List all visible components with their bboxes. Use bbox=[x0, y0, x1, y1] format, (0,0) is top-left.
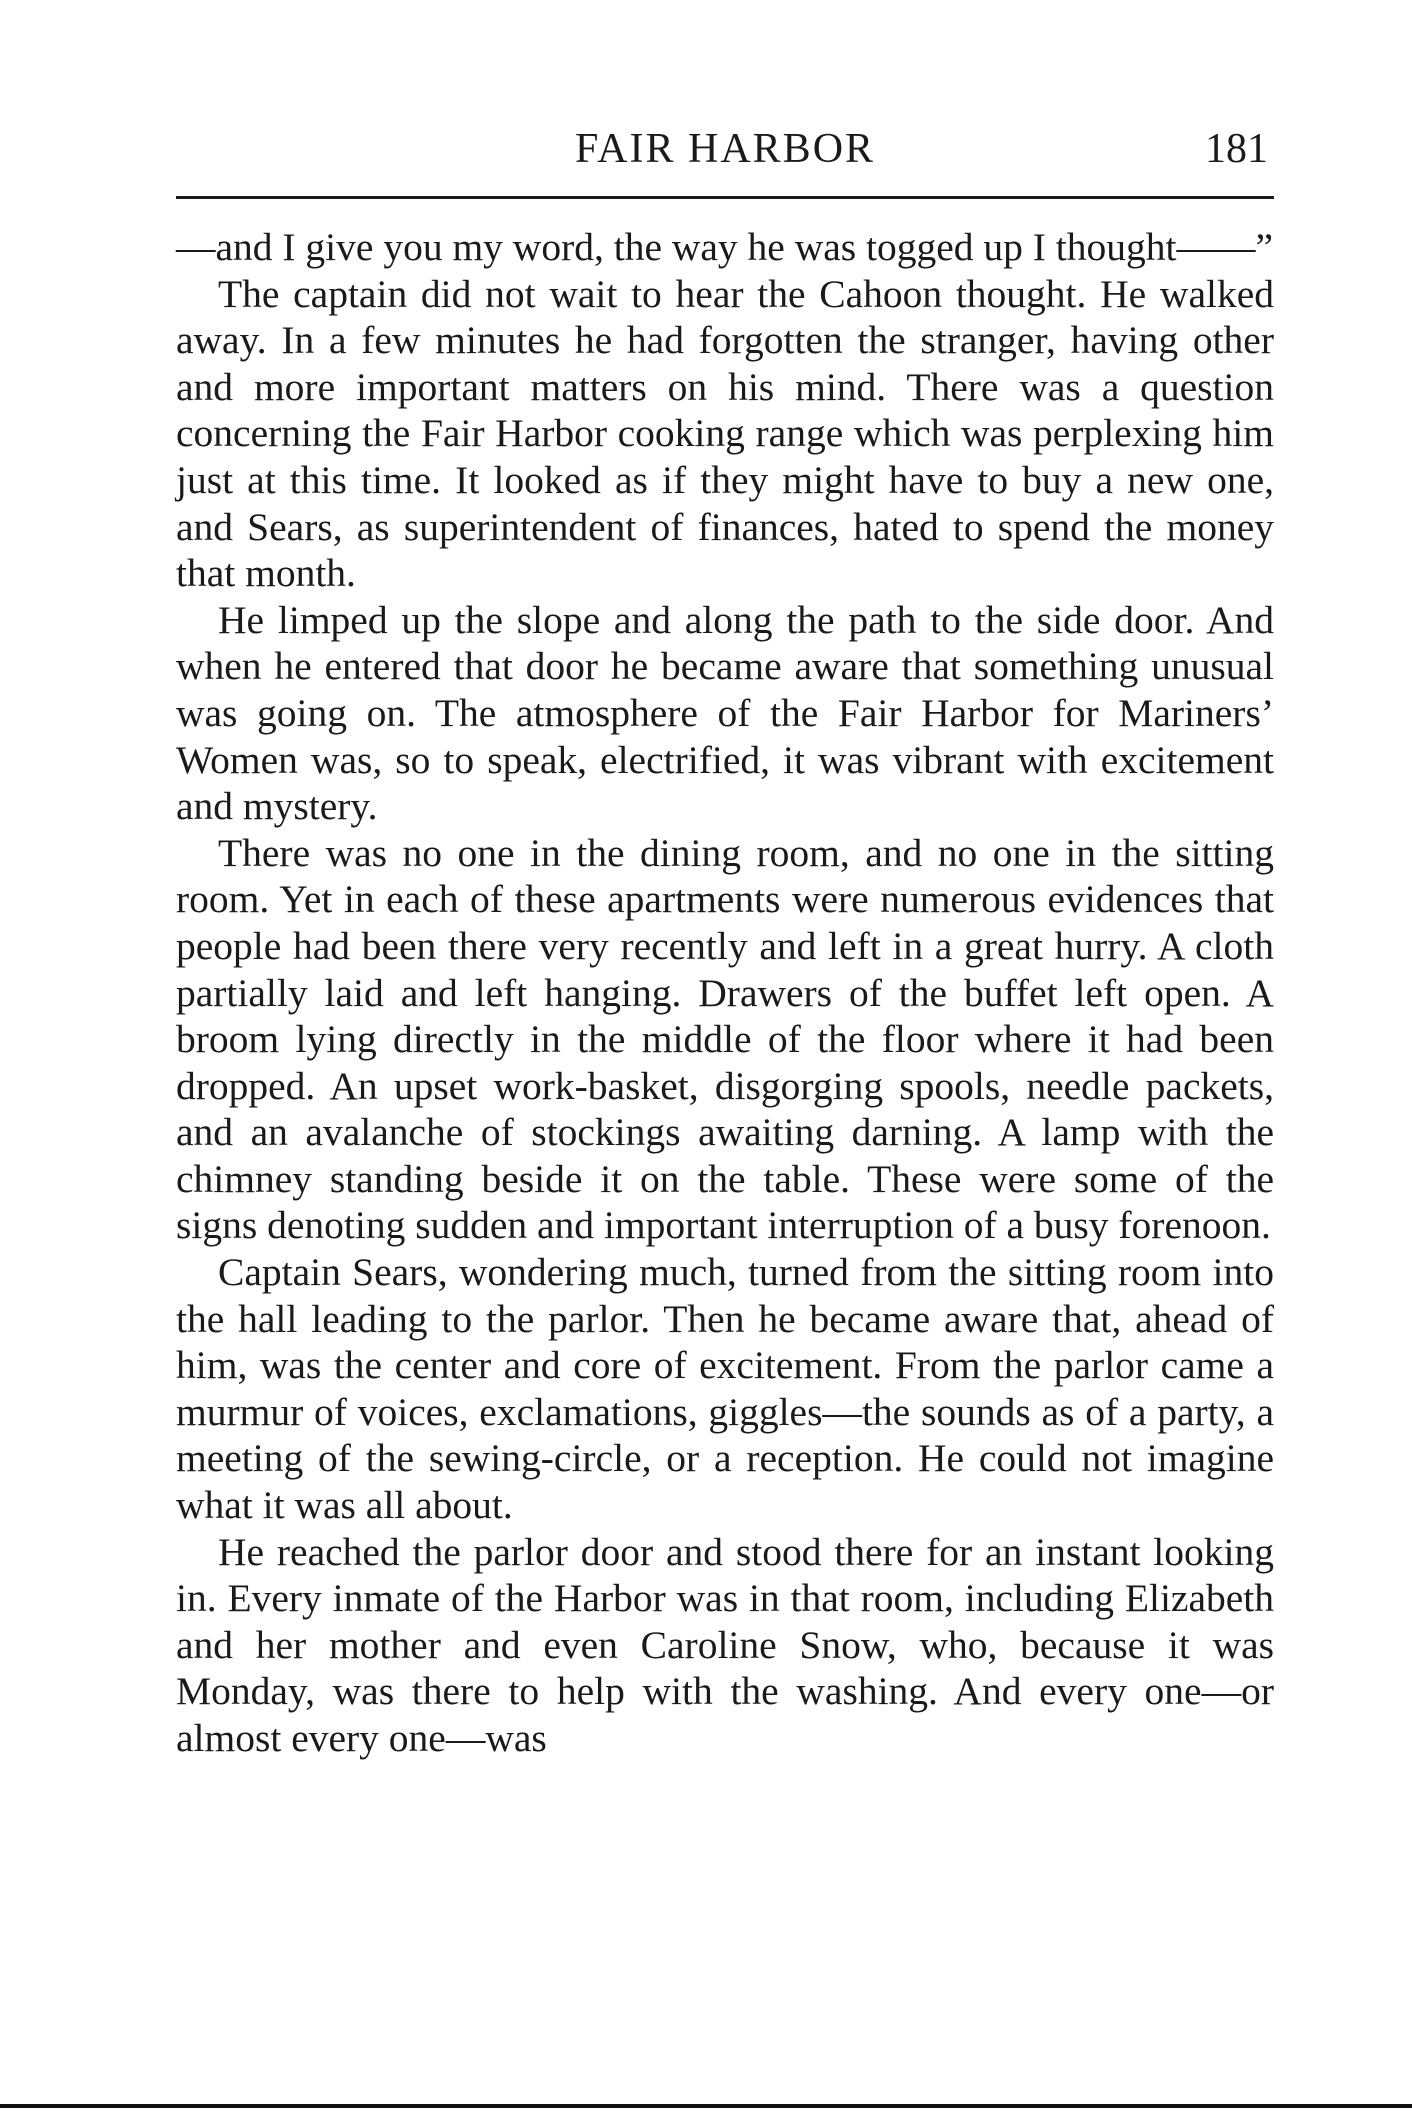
paragraph: The captain did not wait to hear the Cahoon thought. He walked away. In a few minutes he had forgotten the stranger, having other and more important matters on his mind. There was a question concerning the Fair Harbor cooking range which was perplexing him just at this time. It looked as if they might have to buy a new one, and Sears, as superintendent of finances, hated to spend the money that month. bbox=[176, 271, 1274, 596]
header-rule bbox=[176, 196, 1274, 199]
page-header bbox=[176, 128, 1274, 188]
paragraph-continuation: —and I give you my word, the way he was togged up I thought——” bbox=[176, 225, 1274, 269]
scan-bottom-edge bbox=[0, 2104, 1412, 2108]
page-number: 181 bbox=[1205, 126, 1268, 172]
body-text bbox=[176, 224, 1274, 1762]
running-title: FAIR HARBOR bbox=[574, 126, 876, 172]
paragraph: He reached the parlor door and stood there for an instant looking in. Every inmate of the Harbor was in that room, including Elizabeth and her mother and even Caroline Snow, who, because it was Monday, was there to help with the washing. And every one—or almost every one—was bbox=[176, 1529, 1274, 1760]
paragraph: He limped up the slope and along the path to the side door. And when he entered that door he became aware that something unusual was going on. The atmosphere of the Fair Harbor for Mariners’ Women was, so to speak, electrified, it was vibrant with excitement and mystery. bbox=[176, 597, 1274, 829]
paragraph: Captain Sears, wondering much, turned from the sitting room into the hall leading to the parlor. Then he became aware that, ahead of him, was the center and core of excitement. From the parlor came a murmur of voices, exclamations, giggles—the sounds as of a party, a meeting of the sewing-circle, or a reception. He could not imagine what it was all about. bbox=[176, 1250, 1274, 1528]
paragraph: There was no one in the dining room, and no one in the sitting room. Yet in each of these apartments were numerous evidences that people had been there very recently and left in a great hurry. A cloth partially laid and left hanging. Drawers of the buffet left open. A broom lying directly in the middle of the floor where it had been dropped. An upset work-basket, disgorging spools, needle packets, and an avalanche of stockings awaiting darning. A lamp with the chimney standing beside it on the table. These were some of the signs denoting sudden and important interruption of a busy forenoon. bbox=[176, 830, 1274, 1248]
